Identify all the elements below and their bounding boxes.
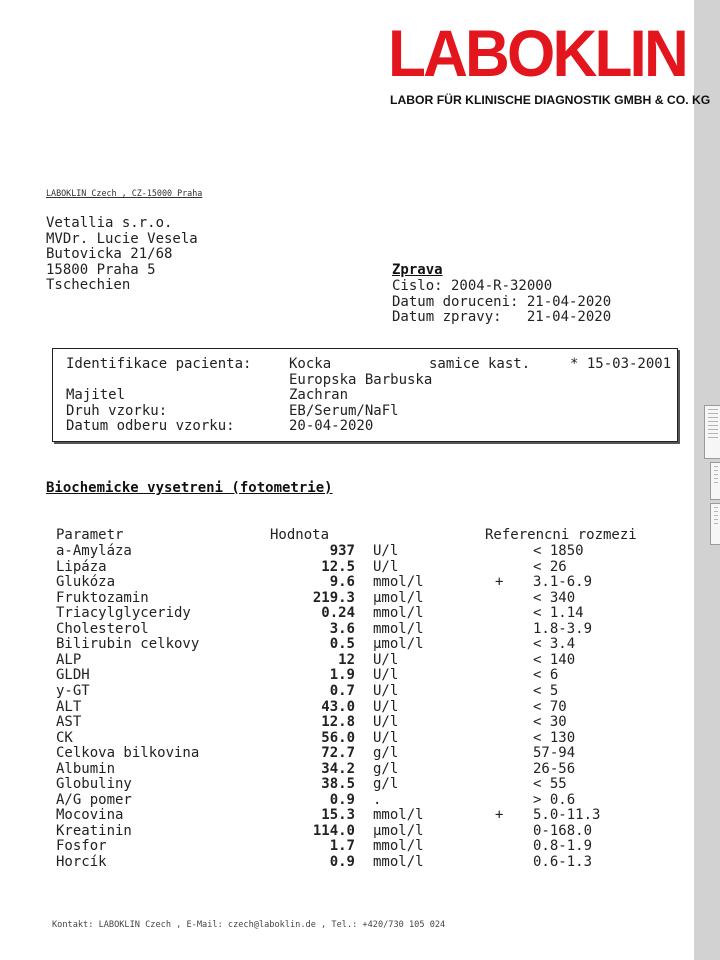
footer-contact: Kontakt: LABOKLIN Czech , E-Mail: czech@laboklin.de , Tel.: +420/730 105 024 xyxy=(52,920,446,930)
laboklin-logo: LABOKLIN xyxy=(388,16,686,90)
row-unit: mmol/l xyxy=(373,854,424,870)
row-reference: < 6 xyxy=(533,667,559,684)
row-value: 1.7 xyxy=(329,838,355,855)
row-value: 3.6 xyxy=(329,620,355,637)
row-parameter: y-GT xyxy=(56,682,90,699)
row-reference: < 1.14 xyxy=(533,605,584,622)
row-unit: mmol/l xyxy=(373,807,424,824)
logo-subtitle: LABOR FÜR KLINISCHE DIAGNOSTIK GMBH & CO. KG xyxy=(390,93,711,107)
row-unit: g/l xyxy=(373,745,399,762)
row-parameter: A/G pomer xyxy=(56,791,132,808)
patient-species: Kocka xyxy=(289,356,332,372)
sender-address: LABOKLIN Czech , CZ-15000 Praha xyxy=(46,188,203,198)
row-reference: < 140 xyxy=(533,651,576,668)
patient-breed: Europska Barbuska xyxy=(289,372,433,388)
row-reference: 57-94 xyxy=(533,745,576,762)
row-unit: µmol/l xyxy=(373,636,424,653)
row-value: 1.9 xyxy=(329,667,355,684)
page-thumbnail-3[interactable] xyxy=(710,503,720,545)
row-reference: 26-56 xyxy=(533,760,576,777)
row-parameter: ALT xyxy=(56,698,82,715)
owner-value: Zachran xyxy=(289,387,349,403)
row-parameter: Fosfor xyxy=(56,838,107,855)
row-reference: < 55 xyxy=(533,776,567,793)
section-title: Biochemicke vysetreni (fotometrie) xyxy=(46,480,333,496)
row-unit: . xyxy=(373,791,382,808)
row-unit: U/l xyxy=(373,543,399,559)
recipient-city: 15800 Praha 5 xyxy=(46,261,156,278)
page-thumbnail-2[interactable] xyxy=(710,462,720,500)
row-value: 9.6 xyxy=(329,574,355,591)
row-value: 0.5 xyxy=(329,636,355,653)
row-unit: U/l xyxy=(373,682,399,699)
report-received-date: Datum doruceni: 21-04-2020 xyxy=(392,293,612,310)
row-parameter: Globuliny xyxy=(56,776,132,793)
row-value: 0.9 xyxy=(329,854,355,870)
row-reference: < 70 xyxy=(533,698,567,715)
row-parameter: ALP xyxy=(56,651,82,668)
row-unit: U/l xyxy=(373,698,399,715)
row-reference: 5.0-11.3 xyxy=(533,807,601,824)
row-parameter: Triacylglyceridy xyxy=(56,605,191,622)
row-reference: < 1850 xyxy=(533,543,584,559)
row-unit: µmol/l xyxy=(373,822,424,839)
row-value: 114.0 xyxy=(312,822,355,839)
patient-birth-date: * 15-03-2001 xyxy=(570,356,672,372)
row-value: 0.7 xyxy=(329,682,355,699)
row-value: 38.5 xyxy=(321,776,355,793)
row-parameter: Bilirubin celkovy xyxy=(56,636,200,653)
row-unit: mmol/l xyxy=(373,574,424,591)
row-unit: g/l xyxy=(373,760,399,777)
row-reference: 0-168.0 xyxy=(533,822,593,839)
recipient-country: Tschechien xyxy=(46,277,131,294)
row-value: 34.2 xyxy=(321,760,355,777)
row-unit: U/l xyxy=(373,729,399,746)
report-number: Cislo: 2004-R-32000 xyxy=(392,278,553,294)
row-parameter: AST xyxy=(56,714,82,731)
row-parameter: Mocovina xyxy=(56,807,124,824)
collection-date-value: 20-04-2020 xyxy=(289,418,374,434)
owner-label: Majitel xyxy=(66,387,126,403)
row-reference: < 130 xyxy=(533,729,576,746)
row-value: 56.0 xyxy=(321,729,355,746)
row-parameter: Glukóza xyxy=(56,574,116,591)
row-unit: U/l xyxy=(373,558,399,575)
row-unit: U/l xyxy=(373,651,399,668)
row-parameter: a-Amyláza xyxy=(56,543,132,559)
row-parameter: Fruktozamin xyxy=(56,589,149,606)
column-header-reference: Referencni rozmezi xyxy=(485,527,637,543)
patient-id-label: Identifikace pacienta: xyxy=(66,356,252,372)
column-header-parameter: Parametr xyxy=(56,527,124,543)
row-unit: mmol/l xyxy=(373,620,424,637)
row-reference: < 26 xyxy=(533,558,567,575)
row-parameter: Albumin xyxy=(56,760,116,777)
row-reference: 1.8-3.9 xyxy=(533,620,593,637)
row-value: 937 xyxy=(329,543,355,559)
row-reference: 0.6-1.3 xyxy=(533,854,593,870)
row-reference: < 3.4 xyxy=(533,636,576,653)
row-parameter: Horcík xyxy=(56,854,107,870)
row-reference: 0.8-1.9 xyxy=(533,838,593,855)
report-title: Zprava xyxy=(392,262,443,278)
row-reference: < 340 xyxy=(533,589,576,606)
row-value: 219.3 xyxy=(312,589,355,606)
row-value: 12 xyxy=(338,651,355,668)
sample-type-value: EB/Serum/NaFl xyxy=(289,403,399,419)
row-parameter: Kreatinin xyxy=(56,822,132,839)
column-header-value: Hodnota xyxy=(270,527,330,543)
row-reference: 3.1-6.9 xyxy=(533,574,593,591)
row-value: 12.8 xyxy=(321,714,355,731)
page-thumbnail-1[interactable] xyxy=(704,405,720,459)
row-value: 0.9 xyxy=(329,791,355,808)
collection-date-label: Datum odberu vzorku: xyxy=(66,418,235,434)
row-parameter: Cholesterol xyxy=(56,620,149,637)
recipient-street: Butovicka 21/68 xyxy=(46,246,173,263)
row-value: 43.0 xyxy=(321,698,355,715)
row-value: 0.24 xyxy=(321,605,355,622)
row-flag: + xyxy=(495,807,504,824)
row-reference: < 5 xyxy=(533,682,559,699)
row-unit: U/l xyxy=(373,667,399,684)
row-unit: µmol/l xyxy=(373,589,424,606)
row-parameter: CK xyxy=(56,729,73,746)
report-date: Datum zpravy: 21-04-2020 xyxy=(392,309,612,325)
row-parameter: Lipáza xyxy=(56,558,107,575)
row-value: 72.7 xyxy=(321,745,355,762)
row-unit: mmol/l xyxy=(373,838,424,855)
row-value: 12.5 xyxy=(321,558,355,575)
row-parameter: GLDH xyxy=(56,667,90,684)
row-reference: > 0.6 xyxy=(533,791,576,808)
row-unit: mmol/l xyxy=(373,605,424,622)
recipient-doctor: MVDr. Lucie Vesela xyxy=(46,230,198,247)
row-unit: g/l xyxy=(373,776,399,793)
row-reference: < 30 xyxy=(533,714,567,731)
sample-type-label: Druh vzorku: xyxy=(66,403,168,419)
row-parameter: Celkova bilkovina xyxy=(56,745,200,762)
patient-sex: samice kast. xyxy=(429,356,531,372)
row-flag: + xyxy=(495,574,504,591)
recipient-company: Vetallia s.r.o. xyxy=(46,215,173,231)
row-value: 15.3 xyxy=(321,807,355,824)
row-unit: U/l xyxy=(373,714,399,731)
